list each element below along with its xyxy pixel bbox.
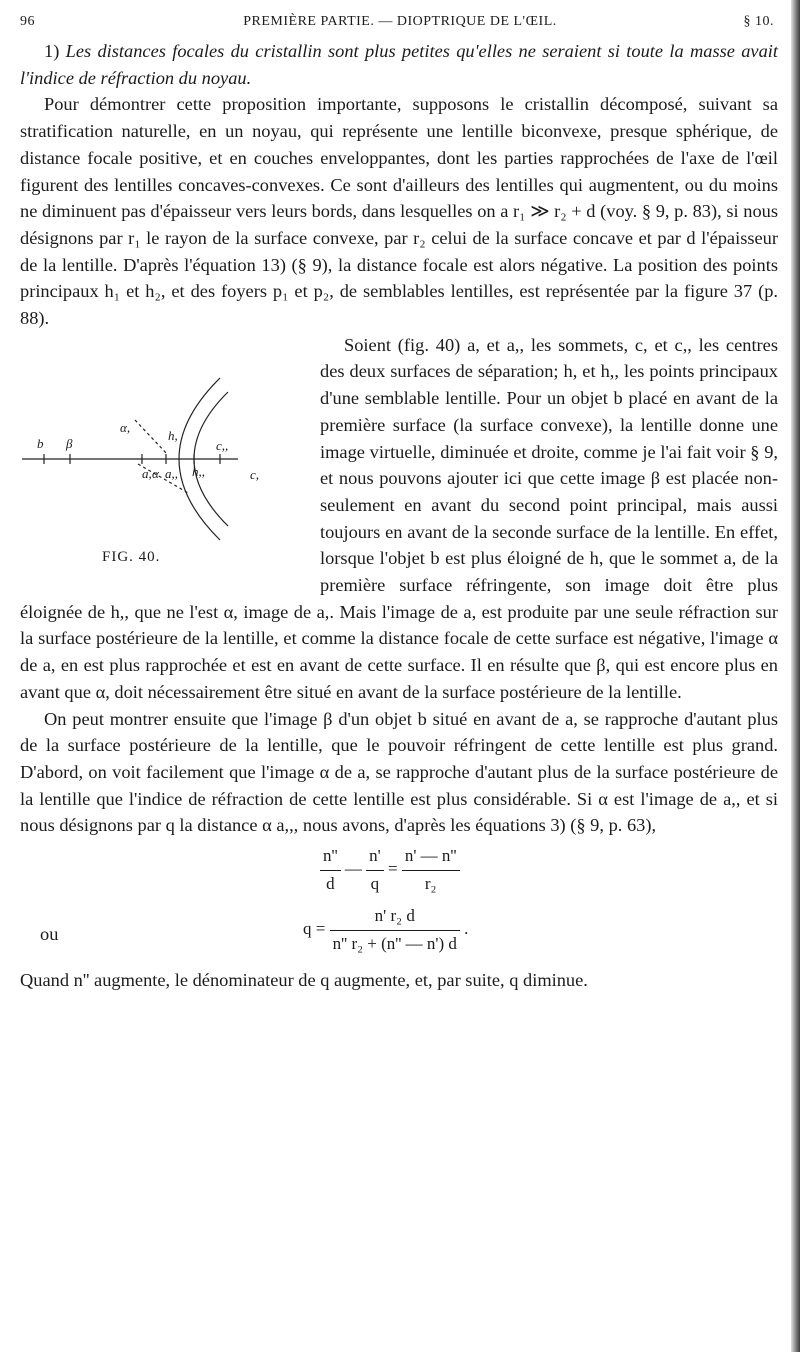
proposition-number: 1) [44, 41, 66, 61]
label-b: b [37, 435, 44, 451]
eq1-term1-numerator: n'' [320, 843, 341, 871]
eq1-term3-numerator: n' — n'' [402, 843, 460, 871]
figure-40 [20, 336, 310, 584]
eq1-minus: — [344, 859, 362, 879]
eq1-term1-denominator: d [326, 873, 335, 893]
eq2-numerator: n' r₂ d [330, 903, 460, 931]
label-a2: a,, [165, 465, 178, 481]
eq1-term2-numerator: n' [366, 843, 384, 871]
eq2-lhs: q = [303, 919, 326, 939]
eq1-term3-denominator: r₂ [424, 873, 437, 893]
connector-ou: ou [40, 924, 59, 945]
label-c2: c,, [216, 437, 229, 453]
label-beta: β [66, 435, 73, 451]
equation-block [20, 839, 778, 967]
paragraph-refraction: On peut montrer ensuite que l'image β d'un objet b situé en avant de a, se rapproche d'autant plus de la surface postérieure de la lentille, que le pouvoir réfringent de cette lentille est plus grand. D'abord, on voit facilement que l'image α de a, se rapproche d'autant plus de la surface postérieure de la lentille que l'indice de réfraction de cette lentille est plus considérable. Si α est l'image de a,, et si nous désignons par q la distance α a,,, nous avons, d'après les équations 3) (§ 9, p. 63), [20, 708, 778, 836]
section-number: § 10. [743, 14, 774, 29]
eq1-term2-denominator: q [370, 873, 380, 893]
label-alpha-bottom: α [152, 465, 159, 481]
eq2-denominator: n'' r₂ + (n'' — n') d [332, 933, 457, 953]
page-body [20, 38, 778, 994]
lens-diagram [20, 336, 310, 584]
paragraph-conclusion: Quand n'' augmente, le dénominateur de q augmente, et, par suite, q diminue. [20, 970, 588, 991]
figure-caption: FIG. 40. [102, 548, 161, 565]
equation-1 [320, 843, 460, 897]
page-number: 96 [20, 14, 35, 29]
label-h2: h,, [192, 463, 205, 479]
label-c1: c, [250, 466, 260, 482]
ray-line-top [135, 420, 167, 454]
eq2-period: . [464, 919, 469, 939]
label-alpha-top: α, [120, 419, 131, 435]
page-edge-shadow [791, 0, 800, 1352]
equation-2 [303, 903, 468, 957]
paragraph-demonstration: Pour démontrer cette proposition importante, supposons le cristallin décomposé, suivant sa stratification naturelle, en un noyau, qui représente une lentille biconvexe, presque sphérique, de distance focale positive, et en couches enveloppantes, dont les parties rapprochées de l'axe de l'œil figurent des lentilles concaves-convexes. Ce sont d'ailleurs des lentilles qui augmentent, ou du moins ne diminuent pas d'épaisseur vers leurs bords, dans lesquelles on a r₁ ≫ r₂ + d (voy. § 9, p. 83), si nous désignons par r₁ le rayon de la surface convexe, par r₂ celui de la surface concave et par d l'épaisseur de la lentille. D'après l'équation 13) (§ 9), la distance focale est alors négative. La position des points principaux h₁ et h₂, et des foyers p₁ et p₂, de semblables lentilles, est représentée par la figure 37 (p. 88). [20, 94, 778, 329]
eq1-equals: = [387, 859, 398, 879]
proposition-statement: Les distances focales du cristallin sont plus petites qu'elles ne seraient si toute la masse avait l'indice de réfraction du noyau. [20, 41, 779, 88]
running-header [20, 14, 780, 38]
proposition-paragraph [20, 38, 778, 91]
label-h1: h, [168, 427, 178, 443]
paragraph-figure-discussion: Soient (fig. 40) a, et a,, les sommets, c, et c,, les centres des deux surfaces de séparation; h, et h,, les points principaux d'une semblable lentille. Pour un objet b placé en avant de la première surface (la surface convexe), la lentille donne une image virtuelle, diminuée et droite, comme je l'ai fait voir § 9, et nous pouvons ajouter ici que cette image β est placée non-seulement en avant du second point principal, mais aussi toujours en avant de la seconde surface de la lentille. En effet, lorsque l'objet b est plus éloigné de h, que le sommet a, de la première surface réfringente, son image doit être plus éloignée de h,, que ne l'est α, image de a,. Mais l'image de a, est produite par une seule réfraction sur la surface postérieure de la lentille, et comme la distance focale de cette surface est négative, l'image α de a, en est plus rapprochée et est en avant de cette surface. Il en résulte que β, qui est encore plus en avant que α, doit nécessairement être situé en avant de la surface postérieure de la lentille. [20, 334, 778, 702]
label-a1: a, [142, 465, 152, 481]
running-title: PREMIÈRE PARTIE. — DIOPTRIQUE DE L'ŒIL. [243, 14, 557, 29]
